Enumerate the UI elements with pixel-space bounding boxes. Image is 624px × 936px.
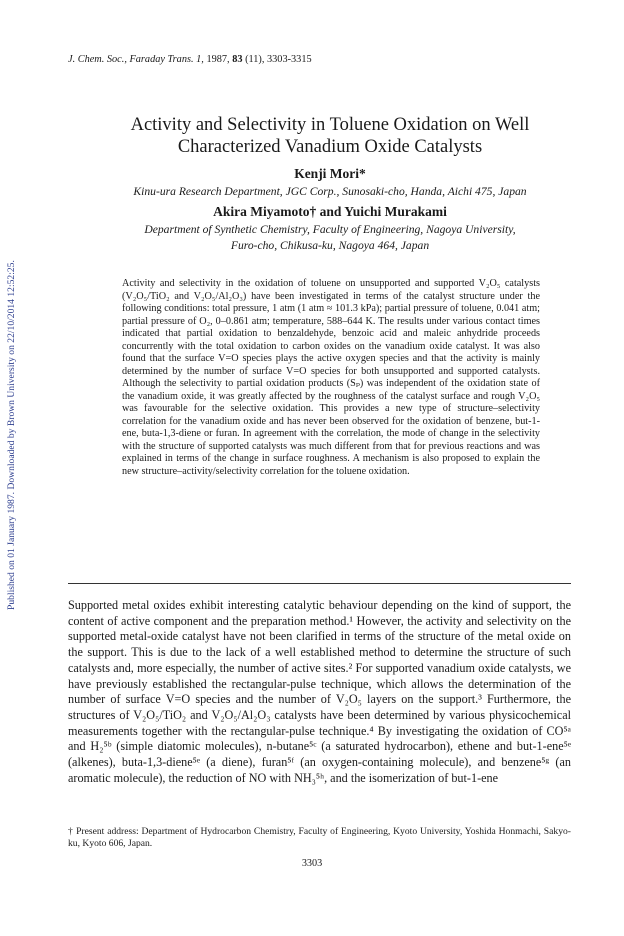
footnote: † Present address: Department of Hydrocarbon Chemistry, Faculty of Engineering, Kyoto University, Yoshida Honmachi, Sakyo-ku, Kyoto 606, Japan.	[68, 826, 571, 849]
body-paragraph: Supported metal oxides exhibit interesting catalytic behaviour depending on the kind of support, the content of active component and the preparation method.¹ However, the activity and selectivity on the supported metal-oxide catalyst have not been clarified in terms of the structure of the metal oxide on the support. This is due to the lack of a well established method to determine the structure of such catalysts and, more especially, the number of active sites.² For supported vanadium oxide catalysts, we have previously established the rectangular-pulse technique, which allows the determination of the number of surface V=O species and the number of V₂O₅ layers on the support.³ Furthermore, the structures of V₂O₅/TiO₂ and V₂O₅/Al₂O₃ catalysts have been determined by various physicochemical measurements together with the rectangular-pulse technique.⁴ By investigating the oxidation of CO⁵ᵃ and H₂⁵ᵇ (simple diatomic molecules), n-butane⁵ᶜ (a saturated hydrocarbon), ethene and but-1-ene⁵ᵉ (alkenes), buta-1,3-diene⁵ᵉ (a diene), furan⁵ᶠ (an oxygen-containing molecule), and benzene⁵ᵍ (an aromatic molecule), the reduction of NO with NH₃⁵ʰ, and the isomerization of but-1-ene	[68, 598, 571, 785]
article-title	[60, 114, 600, 158]
download-notice	[3, 180, 17, 610]
section-divider	[68, 583, 571, 584]
journal-year: 1987,	[206, 54, 230, 65]
affiliation-1: Kinu-ura Research Department, JGC Corp., Sunosaki-cho, Handa, Aichi 475, Japan	[133, 185, 527, 198]
title-line-1: Activity and Selectivity in Toluene Oxidation on Well	[130, 115, 530, 135]
journal-name: J. Chem. Soc., Faraday Trans. 1,	[68, 54, 204, 65]
author-1: Kenji Mori*	[294, 166, 366, 181]
author-2: Akira Miyamoto† and Yuichi Murakami	[213, 204, 447, 219]
journal-volume: 83	[232, 54, 243, 65]
page-number: 3303	[301, 858, 323, 869]
affiliation-2-line-1: Department of Synthetic Chemistry, Faculty of Engineering, Nagoya University,	[144, 223, 516, 236]
abstract	[122, 278, 540, 478]
download-notice-text: Published on 01 January 1987. Downloaded by Brown University on 22/10/2014 12:52:25.	[6, 260, 17, 610]
abstract-text: Activity and selectivity in the oxidation of toluene on unsupported and supported V₂O₅ catalysts (V₂O₅/TiO₂ and V₂O₅/Al₂O₃) have been investigated in terms of the catalyst structure under the following conditions: total pressure, 1 atm (1 atm ≈ 101.3 kPa); partial pressure of toluene, 0.041 atm; partial pressure of O₂, 0–0.861 atm; temperature, 588–644 K. The results under various contact times indicated that partial oxidation to benzaldehyde, benzoic acid and maleic anhydride proceeds concurrently with the total oxidation to carbon oxides on the vanadium oxide catalyst. It was also found that the surface V=O species plays the active oxygen species and that the activity is mainly determined by the number of surface V=O species for both unsupported and supported catalysts. Although the selectivity to partial oxidation products (Sₚ) was independent of the oxidation state of the vanadium oxide, it was greatly affected by the roughness of the catalyst surface and rough V₂O₅ was favourable for the selective oxidation. This provides a new type of structure–selectivity correlation for the vanadium oxide and has never been observed for the oxidation of benzene, but-1-ene, buta-1,3-diene or furan. In agreement with the correlation, the mode of change in the selectivity with the structure of supported catalysts was much different from that for previous reactions and was explained in terms of the change in surface roughness. A mechanism is also proposed to explain the new structure–activity/selectivity correlation for the toluene oxidation.	[122, 278, 540, 477]
journal-citation	[68, 54, 312, 65]
affiliation-2-line-2: Furo-cho, Chikusa-ku, Nagoya 464, Japan	[230, 239, 430, 252]
title-line-2: Characterized Vanadium Oxide Catalysts	[177, 137, 483, 157]
body-text	[68, 598, 571, 786]
journal-issue: (11),	[245, 54, 265, 65]
journal-pages: 3303-3315	[267, 54, 312, 65]
